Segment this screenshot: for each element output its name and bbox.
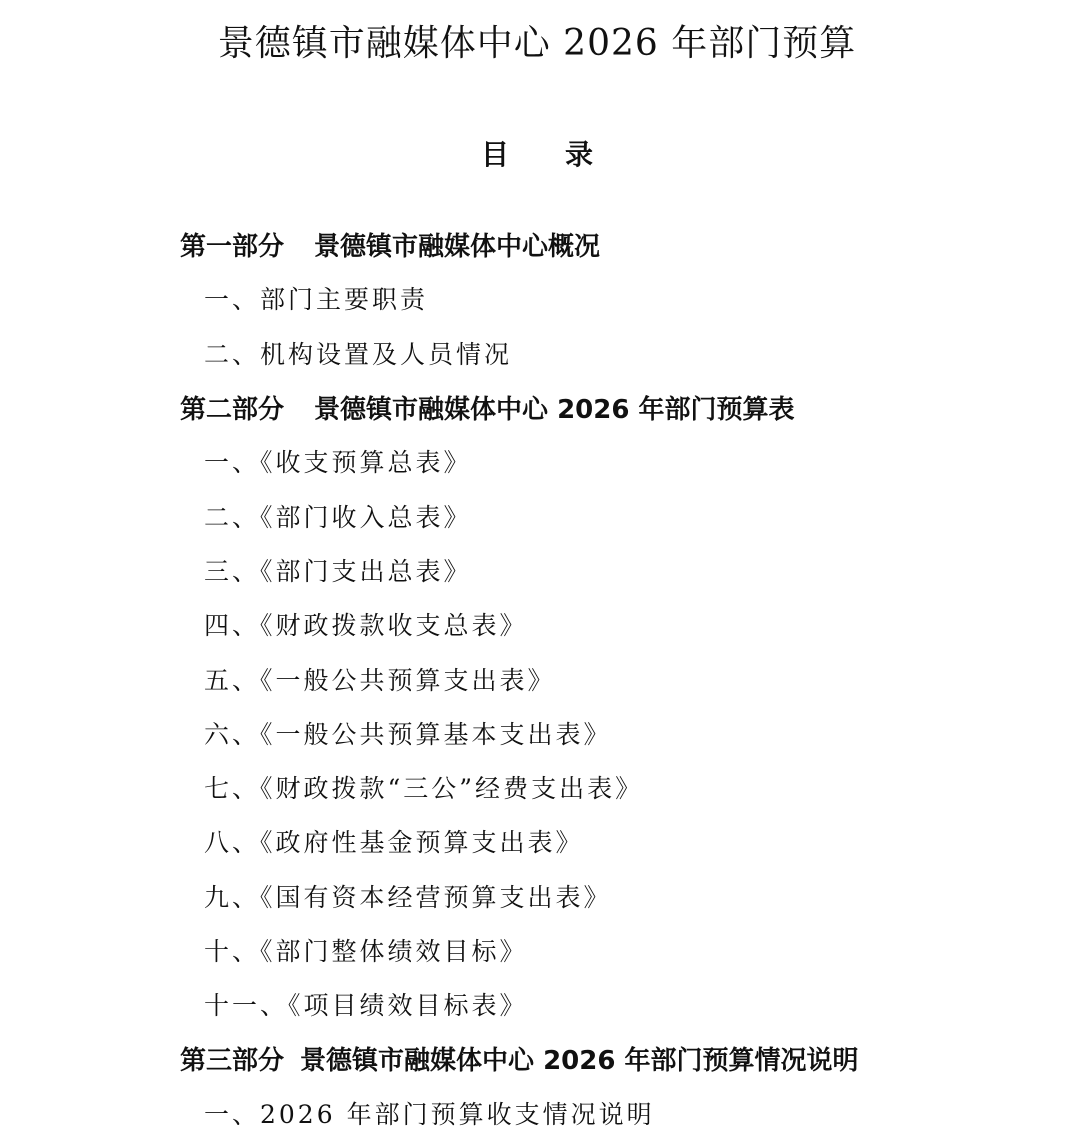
toc-item (180, 543, 1040, 597)
toc-item (180, 760, 1040, 814)
toc-part-heading (180, 380, 1040, 434)
toc-item (180, 923, 1040, 977)
toc-item (180, 434, 1040, 488)
toc-item (180, 326, 1040, 380)
toc-item (180, 651, 1040, 705)
toc-part-number: 第一部分 (180, 231, 285, 262)
toc-heading-char-1: 目 (480, 138, 509, 171)
toc-item (180, 814, 1040, 868)
table-of-contents (180, 217, 1040, 1140)
document-title: 景德镇市融媒体中心 2026 年部门预算 (217, 23, 857, 64)
toc-item (180, 271, 1040, 325)
toc-item (180, 706, 1040, 760)
toc-part-label: 景德镇市融媒体中心概况 (314, 231, 601, 262)
toc-heading-char-2: 录 (565, 138, 594, 171)
toc-item-label: 九、《国有资本经营预算支出表》 (204, 882, 612, 912)
toc-item-label: 一、《收支预算总表》 (204, 448, 472, 478)
toc-item-label: 二、机构设置及人员情况 (204, 339, 513, 369)
toc-item-label: 一、部门主要职责 (204, 285, 429, 315)
toc-item-label: 一、2026 年部门预算收支情况说明 (204, 1099, 655, 1129)
toc-part-number: 第二部分 (180, 394, 285, 425)
toc-item-label: 六、《一般公共预算基本支出表》 (204, 719, 612, 749)
toc-part-heading (180, 1031, 1040, 1085)
toc-item (180, 597, 1040, 651)
toc-item-label: 四、《财政拨款收支总表》 (204, 611, 528, 641)
toc-item-label: 十一、《项目绩效目标表》 (204, 991, 528, 1021)
toc-item-label: 五、《一般公共预算支出表》 (204, 665, 556, 695)
toc-part-label: 景德镇市融媒体中心 2026 年部门预算情况说明 (300, 1046, 859, 1077)
toc-item-label: 八、《政府性基金预算支出表》 (204, 828, 584, 858)
toc-item (180, 977, 1040, 1031)
toc-item-label: 十、《部门整体绩效目标》 (204, 937, 528, 966)
toc-heading (0, 133, 1074, 177)
toc-part-label: 景德镇市融媒体中心 2026 年部门预算表 (314, 394, 795, 425)
toc-item (180, 488, 1040, 542)
toc-item (180, 869, 1040, 923)
toc-part-heading (180, 217, 1040, 271)
toc-part-number: 第三部分 (180, 1046, 285, 1077)
toc-item-label: 七、《财政拨款“三公”经费支出表》 (204, 774, 644, 804)
toc-item-label: 二、《部门收入总表》 (204, 502, 472, 532)
toc-item-label: 三、《部门支出总表》 (204, 556, 472, 586)
